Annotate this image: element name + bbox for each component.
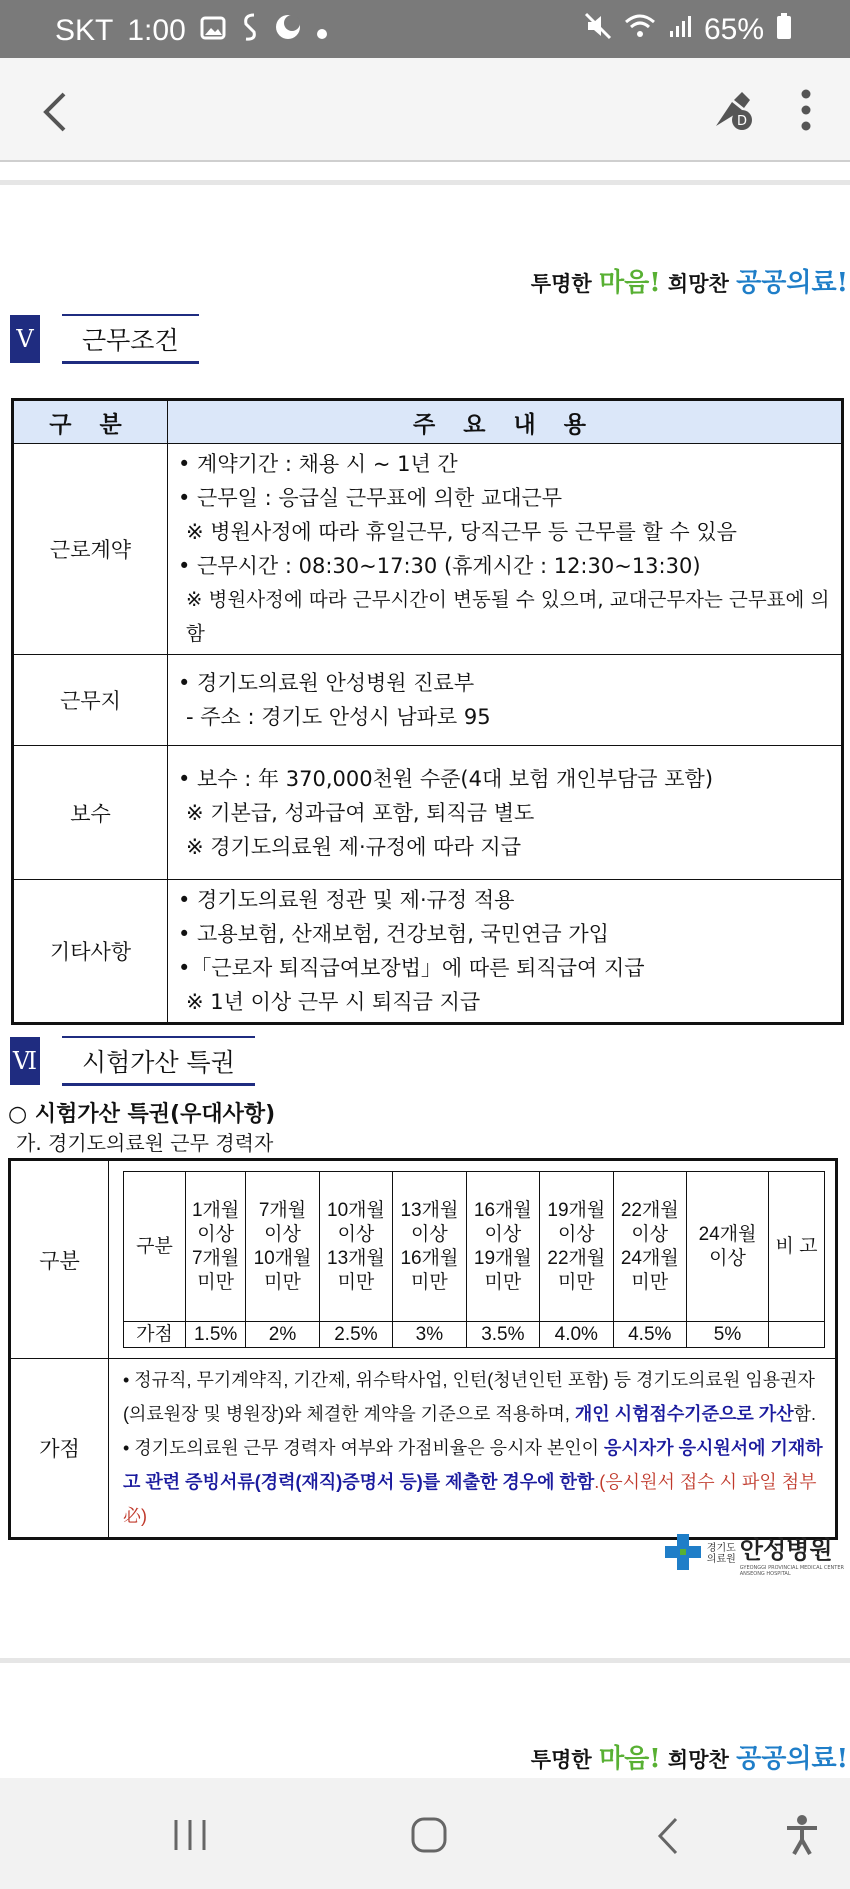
slogan-part: 희망찬 — [660, 1747, 737, 1772]
bonus-points-table — [8, 1158, 838, 1540]
navigation-bar — [0, 1778, 850, 1889]
section-title: 시험가산 특권 — [62, 1036, 255, 1086]
slogan — [531, 1738, 848, 1775]
content-line: ※ 기본급, 성과급여 포함, 퇴직금 별도 — [186, 800, 535, 825]
mute-icon — [584, 12, 612, 48]
content-line: ※ 병원사정에 따라 근무시간이 변동될 수 있으며, 교대근무자는 근무표에 의함 — [186, 588, 830, 645]
row-content — [168, 444, 843, 655]
status-bar — [0, 0, 850, 58]
inner-cell: 3.5% — [466, 1322, 539, 1348]
table-row — [13, 655, 843, 746]
row-content — [168, 880, 843, 1024]
row-category: 보수 — [13, 746, 168, 880]
table-header: 구 분 — [13, 400, 168, 444]
content-line: ※ 병원사정에 따라 휴일근무, 당직근무 등 근무를 할 수 있음 — [186, 520, 737, 544]
slogan-part: 마음! — [598, 268, 661, 298]
slogan-part: 마음! — [598, 1744, 661, 1774]
inner-header: 7개월 이상 10개월 미만 — [246, 1172, 319, 1322]
document-view[interactable] — [0, 162, 850, 1778]
inner-cell: 4.5% — [613, 1322, 686, 1348]
clock: 1:00 — [127, 14, 186, 47]
content-line: ※ 1년 이상 근무 시 퇴직금 지급 — [186, 990, 481, 1014]
inner-cell — [769, 1322, 825, 1348]
table-header-row — [13, 400, 843, 444]
content-line: • 보수 : 年 370,000천원 수준(4대 보험 개인부담금 포함) — [178, 766, 714, 791]
page-separator — [0, 180, 850, 185]
table-row — [13, 880, 843, 1024]
signal-icon — [668, 13, 692, 47]
inner-value-row — [124, 1322, 825, 1348]
logo-small-line: 의료원 — [706, 1553, 736, 1565]
slogan-part: 공공의료! — [736, 268, 848, 298]
row-category: 근로계약 — [13, 444, 168, 655]
recent-apps-icon[interactable] — [172, 1818, 208, 1856]
home-icon[interactable] — [410, 1816, 448, 1858]
content-line: • 근무일 : 응급실 근무표에 의한 교대근무 — [178, 486, 563, 510]
slogan-part: 공공의료! — [736, 1744, 848, 1774]
inner-cell: 5% — [687, 1322, 769, 1348]
accessibility-icon[interactable] — [784, 1814, 820, 1860]
content-line: • 경기도의료원 정관 및 제·규정 적용 — [178, 888, 515, 912]
wifi-icon — [624, 13, 656, 47]
hospital-logo — [665, 1530, 844, 1577]
note-emphasis: 응시자가 응시원서에 기재하고 관련 증빙서류(경력(재직)증명서 등)를 제출한 경우에 한함 — [123, 1438, 823, 1492]
carrier: SKT — [55, 14, 114, 47]
note-line — [123, 1431, 823, 1533]
subsection-title: ○ 시험가산 특권(우대사항) — [8, 1102, 276, 1127]
back-icon[interactable] — [40, 90, 70, 138]
inner-cell: 3% — [393, 1322, 466, 1348]
row-content — [168, 746, 843, 880]
battery-level: 65% — [703, 13, 764, 46]
inner-header: 10개월 이상 13개월 미만 — [319, 1172, 392, 1322]
work-conditions-table — [11, 398, 844, 1025]
table-row — [13, 746, 843, 880]
link-icon — [240, 12, 260, 50]
note-warning: .(응시원서 접수 시 파일 첨부 必) — [123, 1472, 817, 1526]
inner-header: 24개월 이상 — [687, 1172, 769, 1322]
battery-icon — [776, 12, 792, 48]
logo-english: ANSEONG HOSPITAL — [739, 1571, 791, 1577]
gallery-icon — [200, 14, 226, 48]
section-number: V — [10, 315, 40, 363]
row-content — [168, 655, 843, 746]
logo-small-text — [707, 1543, 736, 1565]
note-text: • 경기도의료원 근무 경력자 여부와 가점비율은 응시자 본인이 — [123, 1438, 605, 1458]
section-title: 근무조건 — [62, 314, 199, 364]
svg-text:D: D — [737, 114, 748, 129]
hospital-cross-icon — [665, 1534, 701, 1574]
row-category: 기타사항 — [13, 880, 168, 1024]
note-text: 함. — [793, 1404, 816, 1424]
section-heading — [10, 1036, 255, 1086]
moon-icon — [274, 13, 302, 49]
inner-header: 구분 — [124, 1172, 186, 1322]
table-row — [10, 1160, 837, 1359]
content-line: • 경기도의료원 안성병원 진료부 — [178, 671, 475, 695]
subsection-subtitle: 가. 경기도의료원 근무 경력자 — [16, 1131, 274, 1155]
content-line: - 주소 : 경기도 안성시 남파로 95 — [186, 705, 491, 729]
inner-header: 비 고 — [769, 1172, 825, 1322]
inner-header-row — [124, 1172, 825, 1322]
logo-small-line: 경기도 — [706, 1542, 736, 1554]
logo-name: 안성병원 — [739, 1536, 833, 1564]
note-text: • 정규직, 무기계약직, 기간제, 위수탁사업, 인턴(청년인턴 포함) 등 경기도의료원 임용권자(의료원장 및 병원장)와 체결한 계약을 기준으로 적용하며, — [123, 1370, 815, 1424]
inner-header: 1개월 이상 7개월 미만 — [186, 1172, 246, 1322]
section-number: Ⅵ — [10, 1037, 40, 1085]
row-content — [109, 1160, 837, 1359]
app-bar — [0, 58, 850, 162]
inner-cell: 4.0% — [540, 1322, 613, 1348]
table-header: 주 요 내 용 — [168, 400, 843, 444]
slogan-part: 투명한 — [530, 271, 599, 296]
slogan-part: 희망찬 — [660, 271, 737, 296]
logo-english: GYEONGGI PROVINCIAL MEDICAL CENTER — [739, 1565, 844, 1571]
inner-cell: 2.5% — [319, 1322, 392, 1348]
logo-name-block — [740, 1530, 844, 1577]
row-content — [109, 1359, 837, 1539]
slogan-part: 투명한 — [530, 1747, 599, 1772]
inner-cell: 1.5% — [186, 1322, 246, 1348]
page-separator — [0, 1658, 850, 1663]
inner-cell: 2% — [246, 1322, 319, 1348]
inner-cell: 가점 — [124, 1322, 186, 1348]
section-heading — [10, 314, 199, 364]
content-line: ※ 경기도의료원 제·규정에 따라 지급 — [186, 834, 521, 859]
note-emphasis: 개인 시험점수기준으로 가산 — [574, 1404, 794, 1424]
more-icon[interactable] — [800, 88, 812, 136]
table-row — [10, 1359, 837, 1539]
table-row — [13, 444, 843, 655]
content-line: • 고용보험, 산재보험, 건강보험, 국민연금 가입 — [178, 922, 609, 946]
bonus-rate-table — [123, 1171, 825, 1348]
inner-header: 13개월 이상 16개월 미만 — [393, 1172, 466, 1322]
content-line: •「근로자 퇴직급여보장법」에 따른 퇴직급여 지급 — [178, 956, 645, 980]
slogan — [531, 262, 848, 299]
note-line — [123, 1363, 823, 1431]
row-category: 구분 — [10, 1160, 109, 1359]
row-category: 가점 — [10, 1359, 109, 1539]
inner-header: 22개월 이상 24개월 미만 — [613, 1172, 686, 1322]
dot-icon — [316, 14, 328, 48]
nav-back-icon[interactable] — [656, 1816, 680, 1860]
inner-header: 16개월 이상 19개월 미만 — [466, 1172, 539, 1322]
row-category: 근무지 — [13, 655, 168, 746]
pen-d-icon[interactable] — [712, 88, 756, 136]
inner-header: 19개월 이상 22개월 미만 — [540, 1172, 613, 1322]
content-line: • 계약기간 : 채용 시 ~ 1년 간 — [178, 452, 458, 476]
content-line: • 근무시간 : 08:30~17:30 (휴게시간 : 12:30~13:30) — [178, 554, 701, 578]
